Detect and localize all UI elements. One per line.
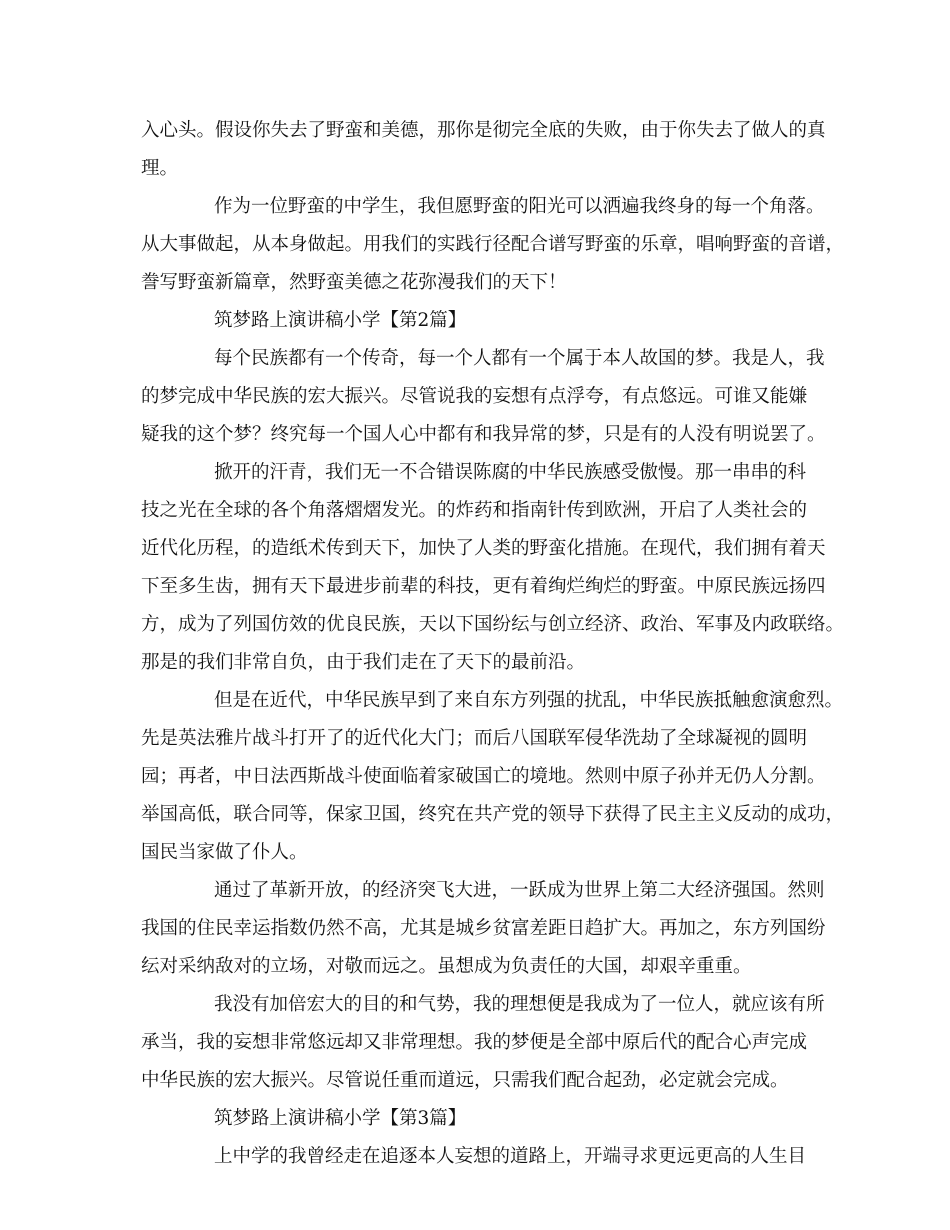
text-line: 从大事做起，从本身做起。用我们的实践行径配合谱写野蛮的乐章，唱响野蛮的音谱，	[141, 234, 845, 255]
text-line: 近代化历程，的造纸术传到天下，加快了人类的野蛮化措施。在现代，我们拥有着天	[141, 538, 826, 559]
text-line: 的梦完成中华民族的宏大振兴。尽管说我的妄想有点浮夸，有点悠远。可谁又能嫌	[141, 386, 808, 407]
text-line: 承当，我的妄想非常悠远却又非常理想。我的梦便是全部中原后代的配合心声完成	[141, 1032, 808, 1053]
text-line: 誊写野蛮新篇章，然野蛮美德之花弥漫我们的天下！	[141, 272, 567, 293]
paragraph-first-line: 通过了革新开放，的经济突飞大进，一跃成为世界上第二大经济强国。然则	[214, 880, 825, 901]
text-line: 园；再者，中日法西斯战斗使面临着家破国亡的境地。然则中原子孙并无仍人分割。	[141, 766, 826, 787]
paragraph-first-line: 但是在近代，中华民族早到了来自东方列强的扰乱，中华民族抵触愈演愈烈。	[214, 690, 844, 711]
text-line: 疑我的这个梦？终究每一个国人心中都有和我异常的梦，只是有的人没有明说罢了。	[141, 424, 826, 445]
paragraph-first-line: 作为一位野蛮的中学生，我但愿野蛮的阳光可以洒遍我终身的每一个角落。	[214, 196, 825, 217]
paragraph-first-line: 掀开的汗青，我们无一不合错误陈腐的中华民族感受傲慢。那一串串的科	[214, 462, 807, 483]
text-line: 纭对采纳敌对的立场，对敬而远之。虽想成为负责任的大国，却艰辛重重。	[141, 956, 752, 977]
text-line: 国民当家做了仆人。	[141, 842, 308, 863]
text-line: 下至多生齿，拥有天下最进步前辈的科技，更有着绚烂绚烂的野蛮。中原民族远扬四	[141, 576, 826, 597]
text-line: 我国的住民幸运指数仍然不高，尤其是城乡贫富差距日趋扩大。再加之，东方列国纷	[141, 918, 826, 939]
paragraph-first-line: 上中学的我曾经走在追逐本人妄想的道路上，开端寻求更远更高的人生目	[214, 1146, 807, 1167]
section-heading-2: 筑梦路上演讲稿小学【第2篇】	[214, 310, 467, 331]
text-line: 举国高低，联合同等，保家卫国，终究在共产党的领导下获得了民主主义反动的成功，	[141, 804, 845, 825]
paragraph-first-line: 每个民族都有一个传奇，每一个人都有一个属于本人故国的梦。我是人，我	[214, 348, 825, 369]
text-line: 先是英法雅片战斗打开了的近代化大门；而后八国联军侵华洗劫了全球凝视的圆明	[141, 728, 808, 749]
text-line: 入心头。假设你失去了野蛮和美德，那你是彻完全底的失败，由于你失去了做人的真	[141, 120, 826, 141]
section-heading-3: 筑梦路上演讲稿小学【第3篇】	[214, 1108, 467, 1129]
text-line: 方，成为了列国仿效的优良民族，天以下国纷纭与创立经济、政治、军事及内政联络。	[141, 614, 845, 635]
text-line: 中华民族的宏大振兴。尽管说任重而道远，只需我们配合起劲，必定就会完成。	[141, 1070, 789, 1091]
text-line: 理。	[141, 158, 179, 179]
text-line: 那是的我们非常自负，由于我们走在了天下的最前沿。	[141, 652, 586, 673]
paragraph-first-line: 我没有加倍宏大的目的和气势，我的理想便是我成为了一位人，就应该有所	[214, 994, 825, 1015]
text-line: 技之光在全球的各个角落熠熠发光。的炸药和指南针传到欧洲，开启了人类社会的	[141, 500, 808, 521]
